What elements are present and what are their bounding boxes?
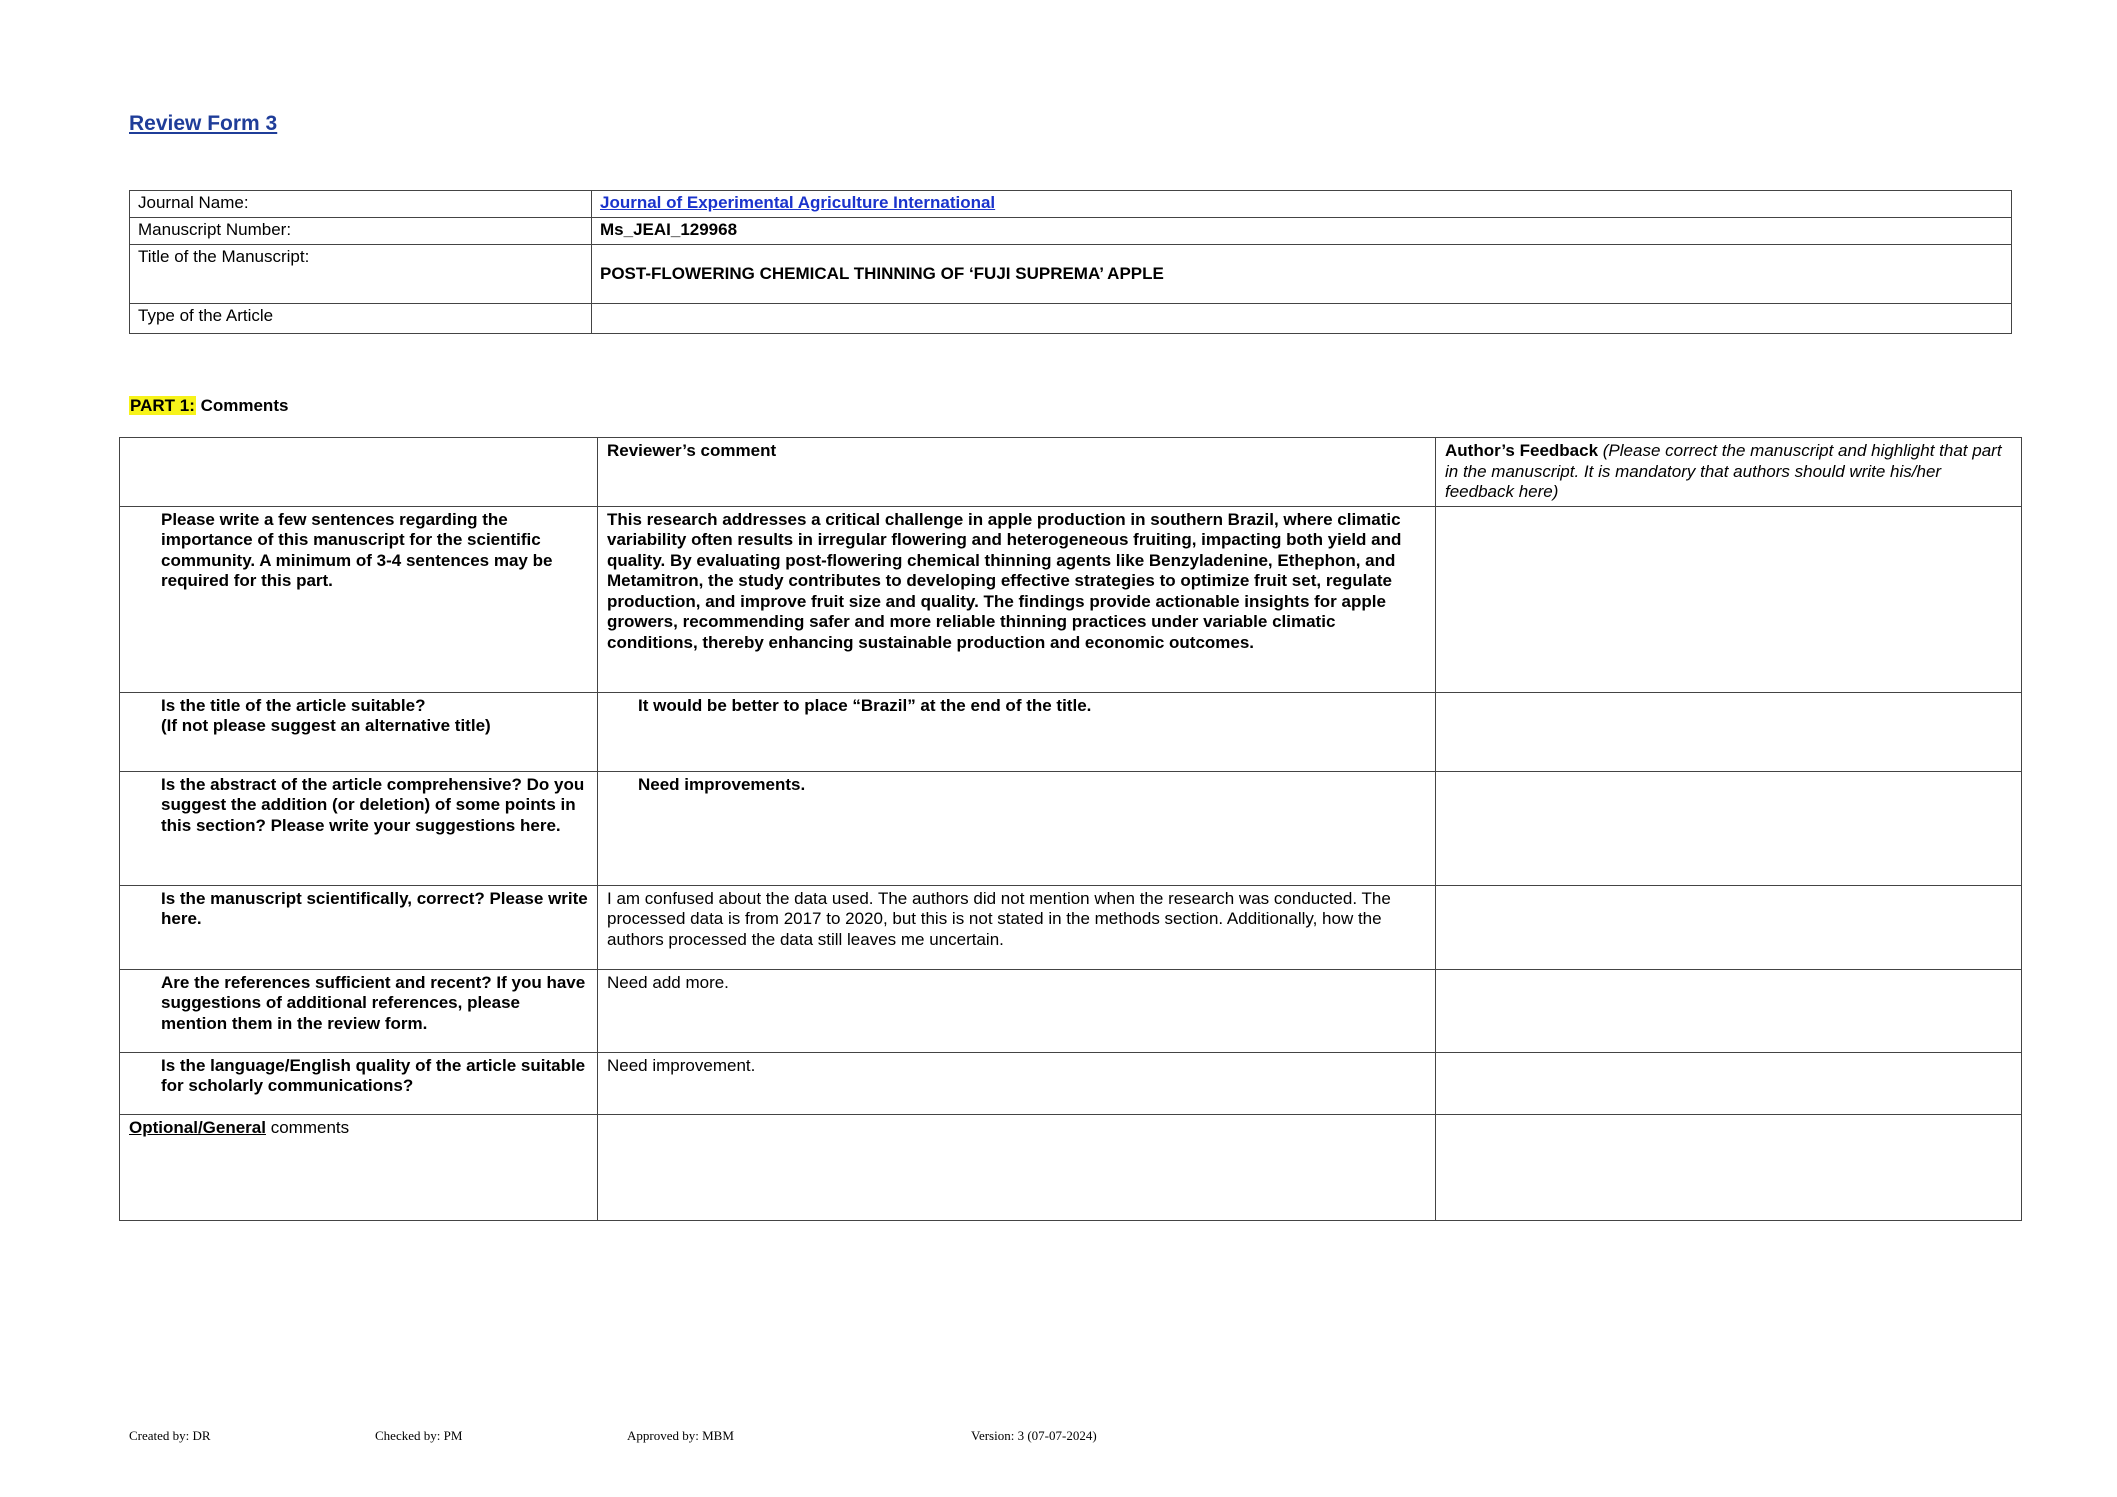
question-title-line: Is the title of the article suitable? [161, 695, 426, 715]
article-type-label: Type of the Article [130, 304, 592, 334]
footer-created-by: Created by: DR [129, 1428, 211, 1443]
manuscript-info-table [129, 190, 2012, 334]
table-row [120, 969, 2022, 1052]
reviewer-comment: This research addresses a critical challenge in apple production in southern Brazil, where climatic variability often results in irregular flowering and heterogeneous fruiting, impacting both yield and quality. By evaluating post-flowering chemical thinning agents like Benzyladenine, Ethephon, and Metamitron, the study contributes to developing effective strategies to optimize fruit set, regulate production, and improve fruit size and quality. The findings provide actionable insights for apple growers, recommending safer and more reliable thinning practices under variable climatic conditions, thereby enhancing sustainable production and economic outcomes. [598, 506, 1436, 692]
author-feedback-cell[interactable] [1436, 969, 2022, 1052]
optional-comments-suffix: comments [265, 1117, 350, 1137]
table-row [120, 506, 2022, 692]
journal-label: Journal Name: [130, 191, 592, 218]
question-title-hint: (If not please suggest an alternative title) [161, 716, 491, 735]
author-feedback-cell[interactable] [1436, 1052, 2022, 1114]
reviewer-comment: Need add more. [598, 969, 1436, 1052]
manuscript-number-label: Manuscript Number: [130, 218, 592, 245]
author-feedback-header [1436, 438, 2022, 507]
part-heading [129, 396, 288, 416]
table-row [120, 771, 2022, 885]
author-feedback-cell[interactable] [1436, 771, 2022, 885]
table-row [120, 692, 2022, 771]
journal-value-cell [592, 191, 2012, 218]
author-feedback-header-note: (Please correct the manuscript and highlight that part in the manuscript. It is mandatory that authors should write his/her feedback here) [1445, 441, 2002, 501]
author-feedback-cell[interactable] [1436, 506, 2022, 692]
table-row [120, 1052, 2022, 1114]
article-type-value [592, 304, 2012, 334]
reviewer-comment: Need improvements. [598, 771, 1436, 885]
reviewer-comment-header: Reviewer’s comment [598, 438, 1436, 507]
reviewer-comment: Need improvement. [598, 1052, 1436, 1114]
journal-link[interactable]: Journal of Experimental Agriculture International [600, 193, 996, 212]
journal-row [130, 191, 2012, 218]
manuscript-title-row [130, 245, 2012, 304]
part-number-highlight: PART 1: [130, 396, 195, 415]
optional-reviewer-comment [598, 1114, 1436, 1220]
optional-general-label: Optional/General [129, 1117, 266, 1137]
manuscript-number-value: Ms_JEAI_129968 [592, 218, 2012, 245]
footer-approved-by: Approved by: MBM [627, 1428, 734, 1443]
question-title-suitable [120, 692, 598, 771]
header-empty-cell [120, 438, 598, 507]
reviewer-comment: It would be better to place “Brazil” at the end of the title. [598, 692, 1436, 771]
author-feedback-cell[interactable] [1436, 885, 2022, 969]
table-row [120, 885, 2022, 969]
header-row [120, 438, 2022, 507]
question-abstract: Is the abstract of the article comprehensive? Do you suggest the addition (or deletion) of some points in this section? Please write your suggestions here. [120, 771, 598, 885]
question-references: Are the references sufficient and recent? If you have suggestions of additional references, please mention them in the review form. [120, 969, 598, 1052]
reviewer-comment: I am confused about the data used. The authors did not mention when the research was conducted. The processed data is from 2017 to 2020, but this is not stated in the methods section. Additionally, how the authors processed the data still leaves me uncertain. [598, 885, 1436, 969]
manuscript-title-label: Title of the Manuscript: [130, 245, 592, 304]
part-title: Comments [195, 396, 289, 415]
optional-comments-row [120, 1114, 2022, 1220]
question-importance: Please write a few sentences regarding the importance of this manuscript for the scientific community. A minimum of 3-4 sentences may be required for this part. [120, 506, 598, 692]
article-type-row [130, 304, 2012, 334]
author-feedback-cell[interactable] [1436, 692, 2022, 771]
comments-table [119, 437, 2022, 1221]
form-title: Review Form 3 [129, 112, 278, 135]
manuscript-number-row [130, 218, 2012, 245]
manuscript-title-value: POST-FLOWERING CHEMICAL THINNING OF ‘FUJI SUPREMA’ APPLE [592, 245, 2012, 304]
optional-comments-label [120, 1114, 598, 1220]
footer-checked-by: Checked by: PM [375, 1428, 463, 1443]
question-language: Is the language/English quality of the article suitable for scholarly communications? [120, 1052, 598, 1114]
author-feedback-header-title: Author’s Feedback [1445, 441, 1599, 460]
optional-author-feedback[interactable] [1436, 1114, 2022, 1220]
footer-version: Version: 3 (07-07-2024) [971, 1428, 1097, 1443]
question-scientific: Is the manuscript scientifically, correct? Please write here. [120, 885, 598, 969]
